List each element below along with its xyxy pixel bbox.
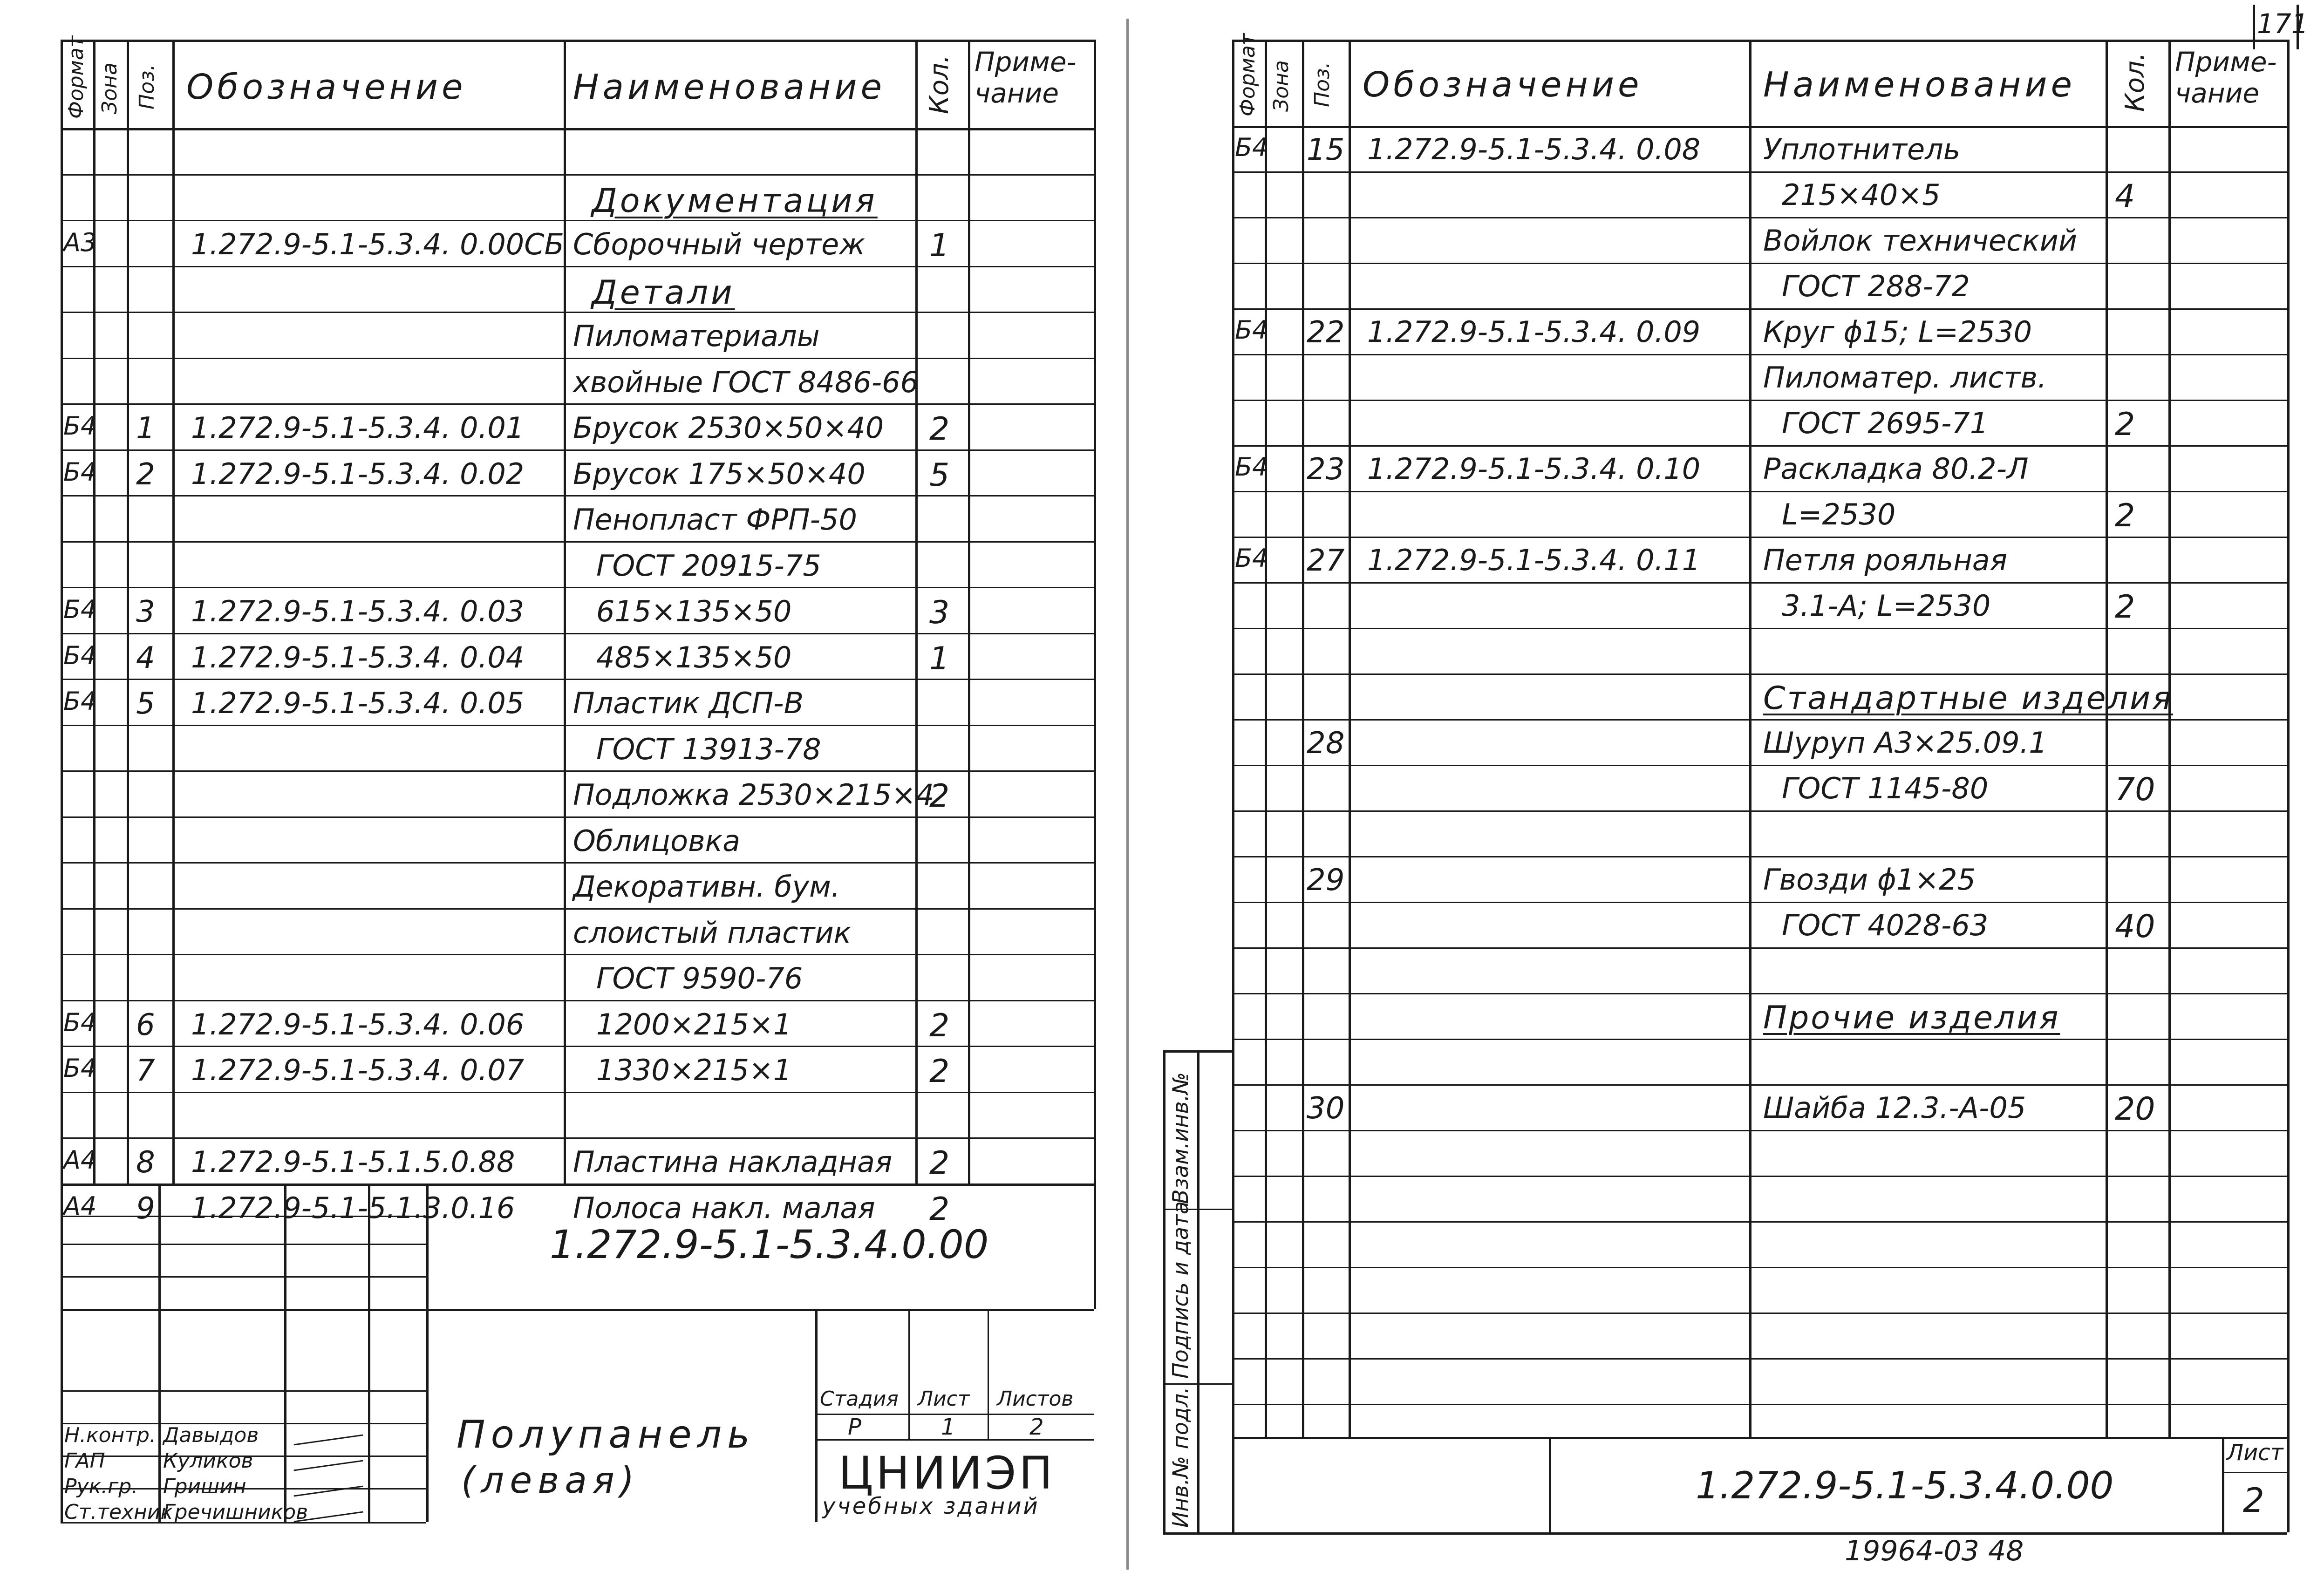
page-number-mark [2297,5,2299,49]
stage-label: Стадия [820,1387,899,1411]
grid-line [815,1309,818,1522]
row-name: ГОСТ 2695-71 [1782,406,1989,440]
row-position: 22 [1307,315,1345,350]
left-specification-sheet [0,0,1126,1578]
row-quantity: 20 [2115,1091,2155,1128]
grid-line [564,40,566,1184]
grid-line [426,1184,429,1523]
sheet-label: Лист [918,1387,970,1411]
signature-role: ГАП [64,1449,105,1473]
sheet-value: 1 [941,1414,955,1440]
header-quantity: Кол. [2120,52,2150,112]
row-position: 4 [136,640,155,675]
row-name: Декоративн. бум. [573,870,840,904]
grid-line [1232,1313,2287,1314]
grid-line [61,908,1094,910]
row-designation: 1.272.9-5.1-5.3.4. 0.05 [191,686,525,720]
side-label-signature-date: Подпись и дата [1168,1201,1193,1379]
row-position: 29 [1307,863,1345,898]
row-name: ГОСТ 1145-80 [1782,771,1989,805]
grid-line [284,1184,286,1523]
grid-line [61,954,1094,955]
grid-line [61,1184,426,1186]
side-label-replacement-inv: Взам.инв.№ [1168,1072,1193,1204]
row-quantity: 2 [929,778,950,815]
row-format: А4 [63,1191,97,1221]
grid-line [1094,1184,1096,1309]
row-name: Петля рояльная [1763,543,2008,577]
row-quantity: 1 [929,640,950,677]
row-designation: 1.272.9-5.1-5.3.4. 0.09 [1367,315,1701,349]
row-name: хвойные ГОСТ 8486-66 [573,365,919,399]
signature-name: Гречишников [163,1500,308,1524]
row-designation: 1.272.9-5.1-5.1.3.0.16 [191,1190,515,1225]
grid-line [61,1092,1094,1093]
row-format: Б4 [1235,452,1268,482]
row-format: Б4 [63,411,97,441]
row-format: Б4 [63,457,97,487]
row-quantity: 2 [929,1190,950,1228]
row-name: Облицовка [573,823,741,858]
grid-line [2168,40,2171,1437]
row-name: 3.1-А; L=2530 [1782,589,1991,623]
sheets-value: 2 [1029,1414,1044,1440]
grid-line [2106,40,2108,1437]
row-format: Б4 [63,595,97,624]
header-note: Приме- чание [2175,46,2277,109]
row-format: Б4 [1235,315,1268,345]
header-position: Поз. [135,64,159,109]
grid-line [1232,126,2287,128]
grid-line [1163,1050,1232,1053]
row-designation: 1.272.9-5.1-5.3.4. 0.00СБ [191,227,565,261]
grid-line [1232,308,2287,310]
grid-line [61,1276,426,1278]
grid-line [61,1137,1094,1139]
grid-line [1232,1404,2287,1405]
header-designation: Обозначение [1363,65,1643,105]
grid-line [2287,40,2290,1532]
grid-line [1232,491,2287,492]
header-format: Формат [1236,33,1260,116]
row-name: L=2530 [1782,497,1896,531]
row-quantity: 2 [2115,589,2135,626]
row-name: Брусок 2530×50×40 [573,411,884,445]
row-quantity: 2 [929,411,950,448]
grid-line [61,679,1094,680]
row-name: 1330×215×1 [596,1053,792,1087]
row-format: А4 [63,1145,97,1175]
row-designation: 1.272.9-5.1-5.3.4. 0.04 [191,640,525,674]
row-format: Б4 [63,640,97,670]
grid-line [1232,1039,2287,1040]
grid-line [1163,1532,2287,1535]
signature-scribble [294,1486,363,1497]
grid-line [127,40,129,1184]
grid-line [1232,537,2287,538]
row-quantity: 2 [929,1145,950,1182]
row-quantity: 3 [929,594,950,631]
row-position: 30 [1307,1091,1345,1126]
grid-line [1197,1050,1199,1532]
grid-line [988,1309,989,1439]
grid-line [1232,993,2287,994]
grid-line [968,40,970,1184]
grid-line [61,1000,1094,1001]
grid-line [61,862,1094,864]
header-format: Формат [64,35,88,119]
title-block-subtitle: (левая) [461,1460,640,1502]
grid-line [1232,902,2287,903]
row-designation: 1.272.9-5.1-5.3.4. 0.11 [1367,543,1701,577]
signature-name: Давыдов [163,1423,259,1447]
row-name: Гвозди ϕ1×25 [1763,863,1976,897]
grid-line [1232,628,2287,629]
row-designation: 1.272.9-5.1-5.1.5.0.88 [191,1145,515,1179]
row-name: ГОСТ 9590-76 [596,961,803,995]
grid-line [172,40,175,1184]
row-quantity: 2 [2115,406,2135,443]
grid-line [1163,1050,1165,1532]
row-name: ГОСТ 4028-63 [1782,908,1989,942]
row-name: 215×40×5 [1782,178,1941,212]
row-name: Раскладка 80.2-Л [1763,452,2029,486]
grid-line [1232,947,2287,949]
row-quantity: 2 [2115,497,2135,534]
grid-line [1749,40,1752,1437]
grid-line [61,1216,426,1217]
row-designation: 1.272.9-5.1-5.3.4. 0.03 [191,594,525,628]
page-number-mark [2253,5,2255,49]
header-quantity: Кол. [924,54,954,114]
signature-name: Куликов [163,1449,253,1473]
grid-line [61,312,1094,313]
header-name: Наименование [1763,65,2076,105]
grid-line [1302,40,1304,1437]
grid-line [61,816,1094,818]
row-designation: 1.272.9-5.1-5.3.4. 0.02 [191,456,525,491]
footer-sheet-number: 2 [2243,1481,2264,1520]
grid-line [61,174,1094,176]
row-quantity: 2 [929,1053,950,1090]
grid-line [1232,856,2287,857]
organization-name: ЦНИИЭП [838,1447,1056,1499]
grid-line [61,1046,1094,1047]
row-name: Подложка 2530×215×4 [573,778,934,812]
grid-line [61,40,63,1522]
grid-line [1232,1130,2287,1131]
row-name: Шуруп А3×25.09.1 [1763,726,2047,760]
page-number: 171 [2257,8,2309,40]
signature-scribble [294,1435,363,1446]
row-name: Шайба 12.3.-А-05 [1763,1091,2026,1125]
grid-line [61,403,1094,405]
signature-scribble [294,1460,363,1471]
row-format: Б4 [1235,133,1268,162]
row-name: 485×135×50 [596,640,792,674]
grid-line [1232,1358,2287,1360]
grid-line [1232,1437,2287,1439]
signature-role: Ст.техник [64,1500,173,1524]
row-name: Войлок технический [1763,224,2078,258]
grid-line [1232,582,2287,584]
grid-line [368,1184,370,1523]
row-name: слоистый пластик [573,915,852,950]
row-format: Б4 [63,687,97,716]
row-name: Детали [592,273,735,312]
row-name: Полоса накл. малая [573,1190,875,1225]
grid-line [1232,354,2287,355]
grid-line [1232,171,2287,173]
row-position: 8 [136,1145,155,1180]
grid-line [1232,673,2287,675]
footer-doc-number: 1.272.9-5.1-5.3.4.0.00 [1696,1464,2114,1507]
grid-line [1232,1084,2287,1086]
grid-line [61,495,1094,497]
row-format: Б4 [1235,544,1268,573]
row-quantity: 4 [2115,178,2135,215]
grid-line [61,1390,426,1392]
row-designation: 1.272.9-5.1-5.3.4. 0.08 [1367,132,1701,166]
right-specification-sheet [1126,0,2324,1578]
grid-line [61,220,1094,221]
title-block-doc-number: 1.272.9-5.1-5.3.4.0.00 [550,1222,989,1267]
row-name: Документация [592,181,878,220]
grid-line [426,1309,1094,1311]
grid-line [61,541,1094,543]
grid-line [61,449,1094,451]
signature-name: Гришин [163,1475,246,1498]
header-note: Приме- чание [975,46,1077,109]
row-name: Прочие изделия [1763,1000,2060,1036]
row-name: Сборочный чертеж [573,227,866,261]
grid-line [158,1184,161,1523]
row-name: Пенопласт ФРП-50 [573,503,857,537]
row-name: ГОСТ 288-72 [1782,269,1970,303]
row-name: Круг ϕ15; L=2530 [1763,315,2032,349]
grid-line [61,587,1094,588]
grid-line [1232,217,2287,218]
row-quantity: 2 [929,1007,950,1044]
footer-sheet-label: Лист [2227,1440,2283,1466]
row-designation: 1.272.9-5.1-5.3.4. 0.06 [191,1007,525,1041]
row-format: Б4 [63,1054,97,1083]
row-name: ГОСТ 20915-75 [596,548,821,583]
grid-line [1232,1176,2287,1177]
grid-line [1232,1221,2287,1223]
header-zone: Зона [98,62,122,114]
row-name: Пиломатер. листв. [1763,360,2047,394]
row-quantity: 70 [2115,771,2155,808]
grid-line [908,1309,910,1439]
row-format: А3 [63,228,97,257]
sheets-label: Листов [997,1387,1074,1411]
grid-line [61,770,1094,772]
grid-line [1232,445,2287,447]
row-position: 3 [136,595,155,629]
row-name: ГОСТ 13913-78 [596,732,821,766]
row-quantity: 5 [929,456,950,494]
row-position: 15 [1307,133,1345,167]
row-name: Уплотнитель [1763,132,1961,166]
grid-line [61,1244,426,1245]
row-position: 28 [1307,726,1345,761]
row-position: 27 [1307,544,1345,578]
grid-line [1232,810,2287,812]
grid-line [61,725,1094,726]
row-format: Б4 [63,1007,97,1037]
row-quantity: 40 [2115,908,2155,945]
row-position: 23 [1307,452,1345,487]
grid-line [1232,400,2287,401]
row-position: 9 [136,1191,155,1226]
row-position: 7 [136,1054,155,1088]
grid-line [1549,1437,1551,1532]
grid-line [2222,1437,2224,1532]
row-name: Пластина накладная [573,1145,893,1179]
grid-line [1232,719,2287,721]
grid-line [61,1309,426,1311]
row-position: 2 [136,457,155,492]
grid-line [1232,1267,2287,1268]
organization-subtitle: учебных зданий [822,1493,1040,1519]
grid-line [61,128,1094,130]
row-position: 5 [136,687,155,721]
row-name: 615×135×50 [596,594,792,628]
row-designation: 1.272.9-5.1-5.3.4. 0.01 [191,411,525,445]
row-name: Пластик ДСП-В [573,686,804,720]
grid-line [2222,1472,2287,1473]
row-quantity: 1 [929,227,950,264]
grid-line [1232,40,2287,42]
row-position: 6 [136,1007,155,1042]
grid-line [61,358,1094,359]
row-name: 1200×215×1 [596,1007,792,1041]
header-designation: Обозначение [186,67,467,107]
stage-value: Р [848,1414,861,1440]
row-name: Пиломатериалы [573,319,820,353]
grid-line [61,266,1094,267]
row-name: Брусок 175×50×40 [573,456,866,491]
signature-role: Н.контр. [64,1423,156,1447]
row-name: Стандартные изделия [1763,680,2174,717]
side-label-original-inv: Инв.№ подл. [1168,1387,1193,1528]
header-name: Наименование [573,67,886,107]
row-designation: 1.272.9-5.1-5.3.4. 0.07 [191,1053,525,1087]
header-zone: Зона [1269,60,1293,112]
grid-line [1265,40,1267,1437]
grid-line [1232,263,2287,264]
grid-line [61,40,1094,42]
grid-line [61,633,1094,634]
grid-line [1232,765,2287,766]
row-position: 1 [136,411,155,446]
signature-role: Рук.гр. [64,1475,138,1498]
bottom-archive-note: 19964-03 48 [1845,1535,2024,1567]
grid-line [1349,40,1351,1437]
row-designation: 1.272.9-5.1-5.3.4. 0.10 [1367,452,1701,486]
grid-line [1163,1383,1232,1385]
header-position: Поз. [1310,61,1334,107]
title-block-title: Полупанель [457,1413,756,1457]
grid-line [915,40,918,1184]
grid-line [1094,40,1096,1184]
